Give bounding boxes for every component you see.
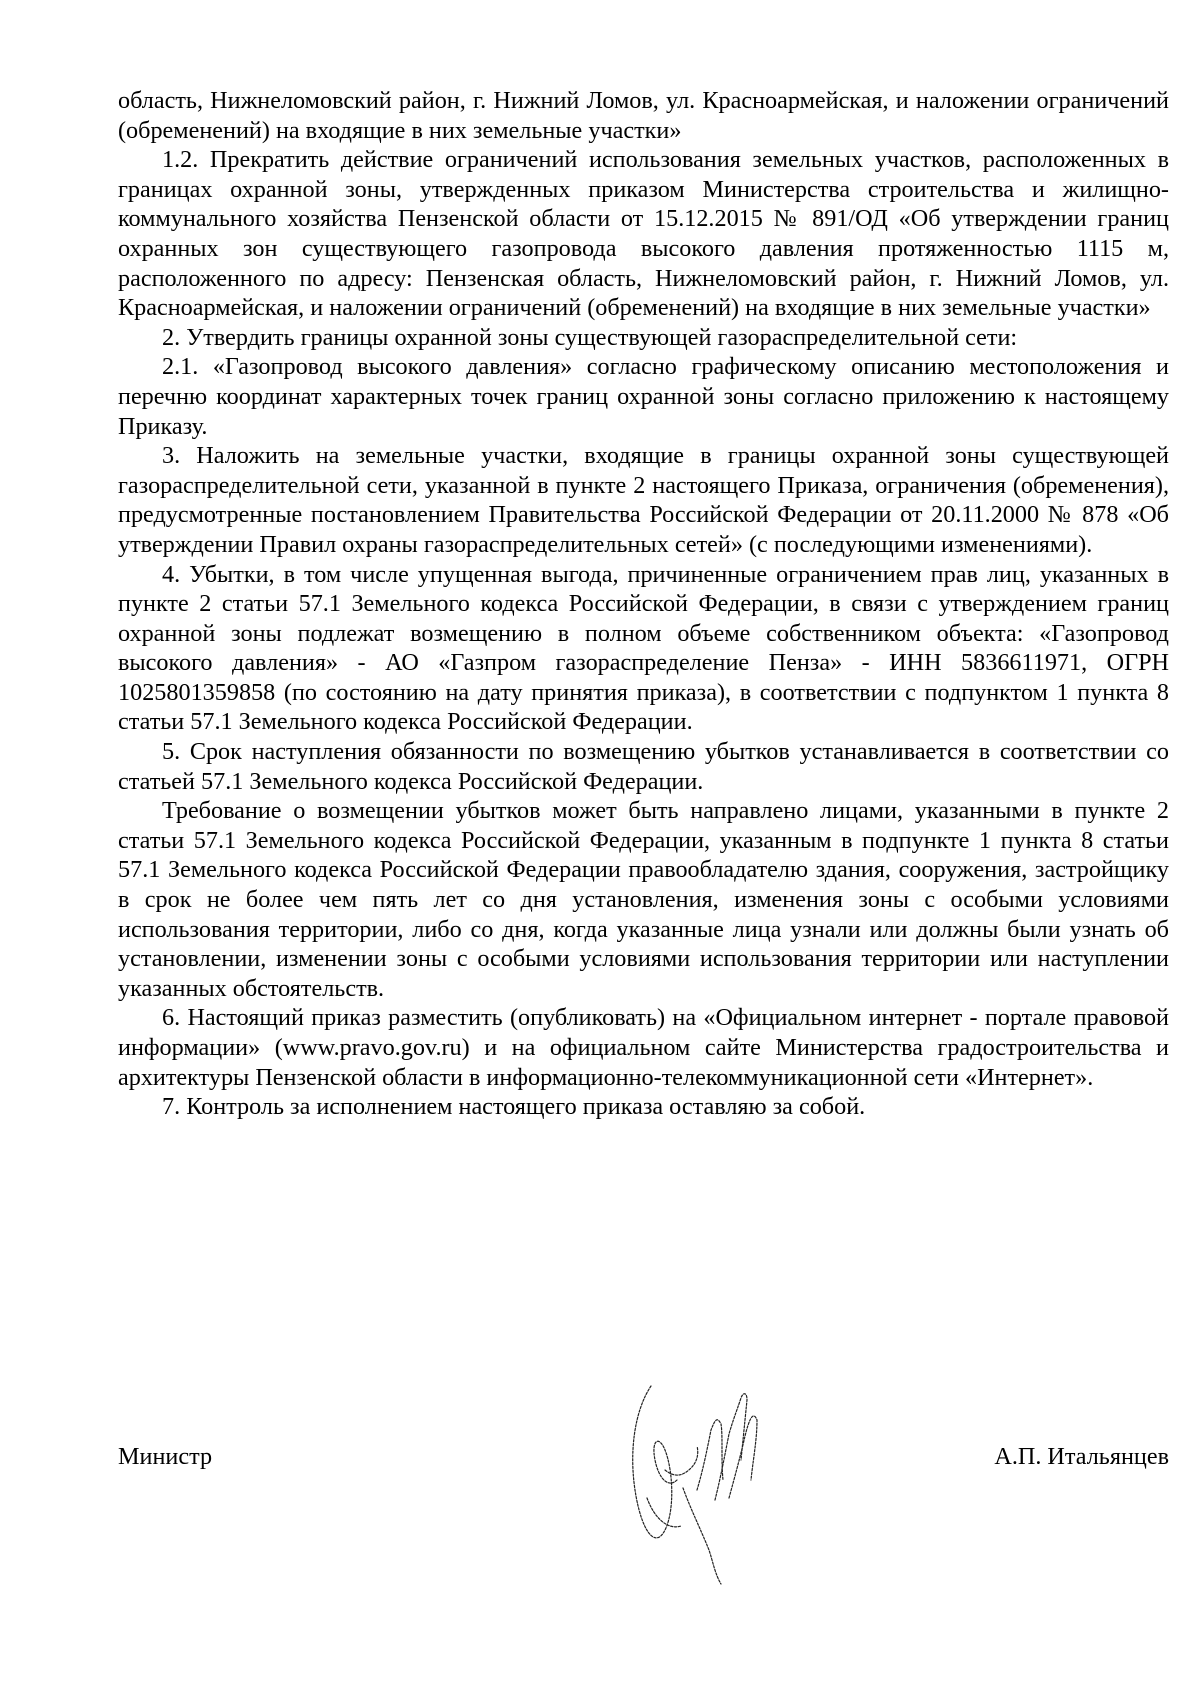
paragraph-1-2: 1.2. Прекратить действие ограничений использования земельных участков, расположенных в границах охранной зоны, утвержденных приказом Министерства строительства и жилищно-коммунального хозяйства Пензенской области от 15.12.2015 № 891/ОД «Об утверждении границ охранных зон существующего газопровода высокого давления протяженностью 1115 м, расположенного по адресу: Пензенская область, Нижнеломовский район, г. Нижний Ломов, ул. Красноармейская, и наложении ограничений (обременений) на входящие в них земельные участки» bbox=[118, 146, 1169, 322]
handwritten-signature-icon bbox=[625, 1380, 785, 1590]
signature-block bbox=[0, 1380, 1200, 1610]
paragraph-4: 4. Убытки, в том числе упущенная выгода, причиненные ограничением прав лиц, указанных в пункте 2 статьи 57.1 Земельного кодекса Российской Федерации, в связи с утверждением границ охранной зоны подлежат возмещению в полном объеме собственником объекта: «Газопровод высокого давления» - АО «Газпром газораспределение Пенза» - ИНН 5836611971, ОГРН 1025801359858 (по состоянию на дату принятия приказа), в соответствии с подпунктом 1 пункта 8 статьи 57.1 Земельного кодекса Российской Федерации. bbox=[118, 560, 1169, 736]
paragraph-6: 6. Настоящий приказ разместить (опубликовать) на «Официальном интернет - портале правовой информации» (www.pravo.gov.ru) и на официальном сайте Министерства градостроительства и архитектуры Пензенской области в информационно-телекоммуникационной сети «Интернет». bbox=[118, 1004, 1169, 1091]
paragraph-7: 7. Контроль за исполнением настоящего приказа оставляю за собой. bbox=[162, 1093, 866, 1121]
signatory-name: А.П. Итальянцев bbox=[994, 1443, 1169, 1470]
paragraph-5: 5. Срок наступления обязанности по возмещению убытков устанавливается в соответствии со статьей 57.1 Земельного кодекса Российской Федерации. bbox=[118, 738, 1169, 795]
signatory-title: Министр bbox=[118, 1443, 213, 1470]
paragraph-3: 3. Наложить на земельные участки, входящие в границы охранной зоны существующей газораспределительной сети, указанной в пункте 2 настоящего Приказа, ограничения (обременения), предусмотренные постановлением Правительства Российской Федерации от 20.11.2000 № 878 «Об утверждении Правил охраны газораспределительных сетей» (с последующими изменениями). bbox=[118, 442, 1169, 558]
document-body bbox=[118, 86, 1169, 1122]
paragraph-2: 2. Утвердить границы охранной зоны существующей газораспределительной сети: bbox=[162, 323, 1018, 351]
paragraph-5-requirement: Требование о возмещении убытков может быть направлено лицами, указанными в пункте 2 статьи 57.1 Земельного кодекса Российской Федерации, указанным в подпункте 1 пункта 8 статьи 57.1 Земельного кодекса Российской Федерации правообладателю здания, сооружения, застройщику в срок не более чем пять лет со дня установления, изменения зоны с особыми условиями использования территории, либо со дня, когда указанные лица узнали или должны были узнать об установлении, изменении зоны с особыми условиями использования территории или наступлении указанных обстоятельств. bbox=[118, 797, 1169, 1002]
paragraph-2-1: 2.1. «Газопровод высокого давления» согласно графическому описанию местоположения и перечню координат характерных точек границ охранной зоны согласно приложению к настоящему Приказу. bbox=[118, 353, 1169, 440]
paragraph-continuation: область, Нижнеломовский район, г. Нижний Ломов, ул. Красноармейская, и наложении ограничений (обременений) на входящие в них земельные участки» bbox=[118, 87, 1169, 144]
